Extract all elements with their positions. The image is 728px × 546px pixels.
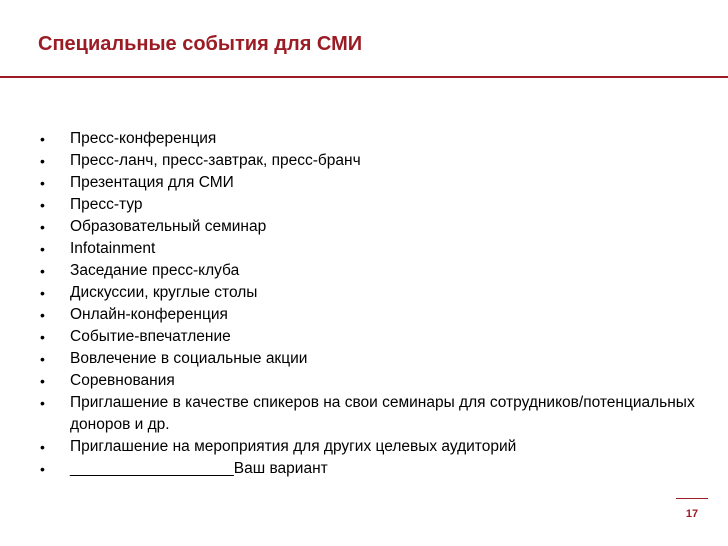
list-item bbox=[40, 238, 700, 260]
list-item bbox=[40, 458, 700, 480]
bullet-icon: • bbox=[40, 285, 45, 301]
list-item bbox=[40, 326, 700, 348]
bullet-icon: • bbox=[40, 395, 45, 411]
bullet-icon: • bbox=[40, 263, 45, 279]
list-item-text: Заседание пресс-клуба bbox=[70, 262, 240, 279]
bullet-icon: • bbox=[40, 131, 45, 147]
bullet-icon: • bbox=[40, 329, 45, 345]
list-item bbox=[40, 436, 700, 458]
title-divider bbox=[0, 76, 728, 78]
list-item bbox=[40, 260, 700, 282]
list-item bbox=[40, 216, 700, 238]
list-item bbox=[40, 348, 700, 370]
list-item-text: Приглашение на мероприятия для других целевых аудиторий bbox=[70, 438, 517, 455]
bullet-icon: • bbox=[40, 153, 45, 169]
list-item bbox=[40, 392, 700, 436]
list-item bbox=[40, 304, 700, 326]
list-item bbox=[40, 150, 700, 172]
list-item bbox=[40, 128, 700, 150]
bullet-list bbox=[40, 128, 700, 480]
bullet-icon: • bbox=[40, 197, 45, 213]
list-item bbox=[40, 282, 700, 304]
list-item-text: Пресс-конференция bbox=[70, 130, 217, 147]
list-item-text: Вовлечение в социальные акции bbox=[70, 350, 308, 367]
list-item-text: Пресс-тур bbox=[70, 196, 143, 213]
list-item-text: Онлайн-конференция bbox=[70, 306, 228, 323]
list-item-text: Событие-впечатление bbox=[70, 328, 231, 345]
list-item-text: ___________________Ваш вариант bbox=[70, 460, 328, 477]
list-item bbox=[40, 370, 700, 392]
bullet-icon: • bbox=[40, 439, 45, 455]
list-item bbox=[40, 194, 700, 216]
bullet-icon: • bbox=[40, 373, 45, 389]
list-item-text: Соревнования bbox=[70, 372, 175, 389]
list-item-text: Образовательный семинар bbox=[70, 218, 267, 235]
page-number: 17 bbox=[685, 508, 699, 520]
list-item-text: Презентация для СМИ bbox=[70, 174, 234, 191]
list-item-text: Дискуссии, круглые столы bbox=[70, 284, 258, 301]
bullet-icon: • bbox=[40, 241, 45, 257]
footer-divider bbox=[676, 498, 708, 499]
list-item-text: Приглашение в качестве спикеров на свои семинары для сотрудников/потенциальных доноров и др. bbox=[70, 394, 695, 433]
list-item bbox=[40, 172, 700, 194]
bullet-icon: • bbox=[40, 351, 45, 367]
bullet-icon: • bbox=[40, 461, 45, 477]
slide-title: Специальные события для СМИ bbox=[38, 33, 363, 55]
bullet-icon: • bbox=[40, 219, 45, 235]
bullet-icon: • bbox=[40, 175, 45, 191]
list-item-text: Пресс-ланч, пресс-завтрак, пресс-бранч bbox=[70, 152, 361, 169]
list-item-text: Infotainment bbox=[70, 240, 156, 257]
bullet-icon: • bbox=[40, 307, 45, 323]
